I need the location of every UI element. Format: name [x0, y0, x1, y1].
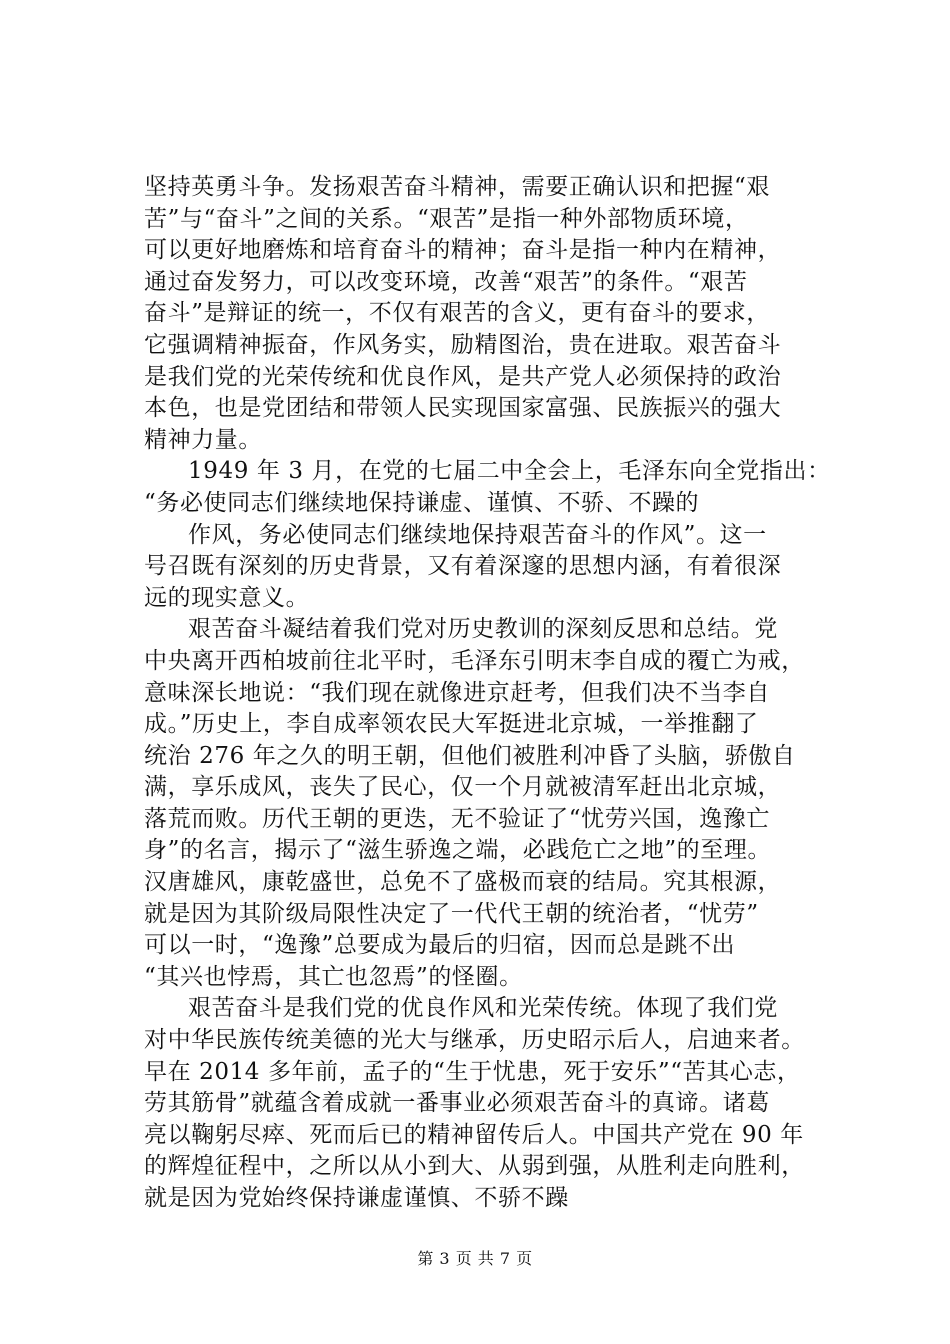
text-line: 1949 年 3 月，在党的七届二中全会上，毛泽东向全党指出：: [188, 458, 831, 485]
text-line: 它强调精神振奋，作风务实，励精图治，贵在进取。艰苦奋斗: [144, 331, 782, 358]
text-line: 作风，务必使同志们继续地保持艰苦奋斗的作风”。这一: [188, 521, 767, 548]
text-line: 落荒而败。历代王朝的更迭，无不验证了“忧劳兴国，逸豫亡: [144, 805, 770, 832]
text-line: 是我们党的光荣传统和优良作风，是共产党人必须保持的政治: [144, 363, 782, 390]
text-line: 劳其筋骨”就蕴含着成就一番事业必须艰苦奋斗的真谛。诸葛: [144, 1090, 770, 1117]
text-line: 通过奋发努力，可以改变环境，改善“艰苦”的条件。“艰苦: [144, 268, 748, 295]
text-line: 可以更好地磨炼和培育奋斗的精神；奋斗是指一种内在精神，: [144, 237, 782, 264]
text-line: 号召既有深刻的历史背景，又有着深邃的思想内涵，有着很深: [144, 553, 782, 580]
document-body: [144, 172, 844, 1215]
text-line: “其兴也悖焉，其亡也忽焉”的怪圈。: [144, 963, 523, 990]
text-line: 统治 276 年之久的明王朝，但他们被胜利冲昏了头脑，骄傲自: [144, 742, 796, 769]
text-line: 艰苦奋斗凝结着我们党对历史教训的深刻反思和总结。党: [188, 616, 778, 643]
text-line: 的辉煌征程中，之所以从小到大、从弱到强，从胜利走向胜利，: [144, 1153, 805, 1180]
text-line: “务必使同志们继续地保持谦虚、谨慎、不骄、不躁的: [144, 489, 700, 516]
text-line: 奋斗”是辩证的统一，不仅有艰苦的含义，更有奋斗的要求，: [144, 300, 770, 327]
text-line: 苦”与“奋斗”之间的关系。“艰苦”是指一种外部物质环境，: [144, 205, 749, 232]
text-line: 远的现实意义。: [144, 584, 310, 611]
text-line: 坚持英勇斗争。发扬艰苦奋斗精神，需要正确认识和把握“艰: [144, 174, 770, 200]
text-line: 精神力量。: [144, 426, 262, 453]
text-line: 本色，也是党团结和带领人民实现国家富强、民族振兴的强大: [144, 395, 782, 422]
text-line: 早在 2014 多年前，孟子的“生于忧患，死于安乐”“苦其心志，: [144, 1058, 801, 1085]
text-line: 就是因为党始终保持谦虚谨慎、不骄不躁: [144, 1185, 569, 1211]
text-line: 成。”历史上，李自成率领农民大军挺进北京城，一举推翻了: [144, 711, 759, 738]
text-line: 就是因为其阶级局限性决定了一代代王朝的统治者，“忧劳”: [144, 900, 759, 927]
text-line: 满，享乐成风，丧失了民心，仅一个月就被清军赶出北京城，: [144, 774, 782, 801]
text-line: 汉唐雄风，康乾盛世，总免不了盛极而衰的结局。究其根源，: [144, 869, 782, 896]
page-number: 第 3 页 共 7 页: [417, 1249, 533, 1268]
text-line: 中央离开西柏坡前往北平时，毛泽东引明末李自成的覆亡为戒，: [144, 647, 805, 674]
text-line: 艰苦奋斗是我们党的优良作风和光荣传统。体现了我们党: [188, 995, 778, 1022]
page-footer: [0, 1246, 950, 1269]
text-line: 亮以鞠躬尽瘁、死而后已的精神留传后人。中国共产党在 90 年: [144, 1121, 804, 1148]
text-line: 对中华民族传统美德的光大与继承，历史昭示后人，启迪来者。: [144, 1027, 805, 1054]
text-line: 身”的名言，揭示了“滋生骄逸之端，必践危亡之地”的至理。: [144, 837, 772, 864]
text-line: 可以一时，“逸豫”总要成为最后的归宿，因而总是跳不出: [144, 932, 736, 959]
text-line: 意味深长地说：“我们现在就像进京赶考，但我们决不当李自: [144, 679, 770, 706]
